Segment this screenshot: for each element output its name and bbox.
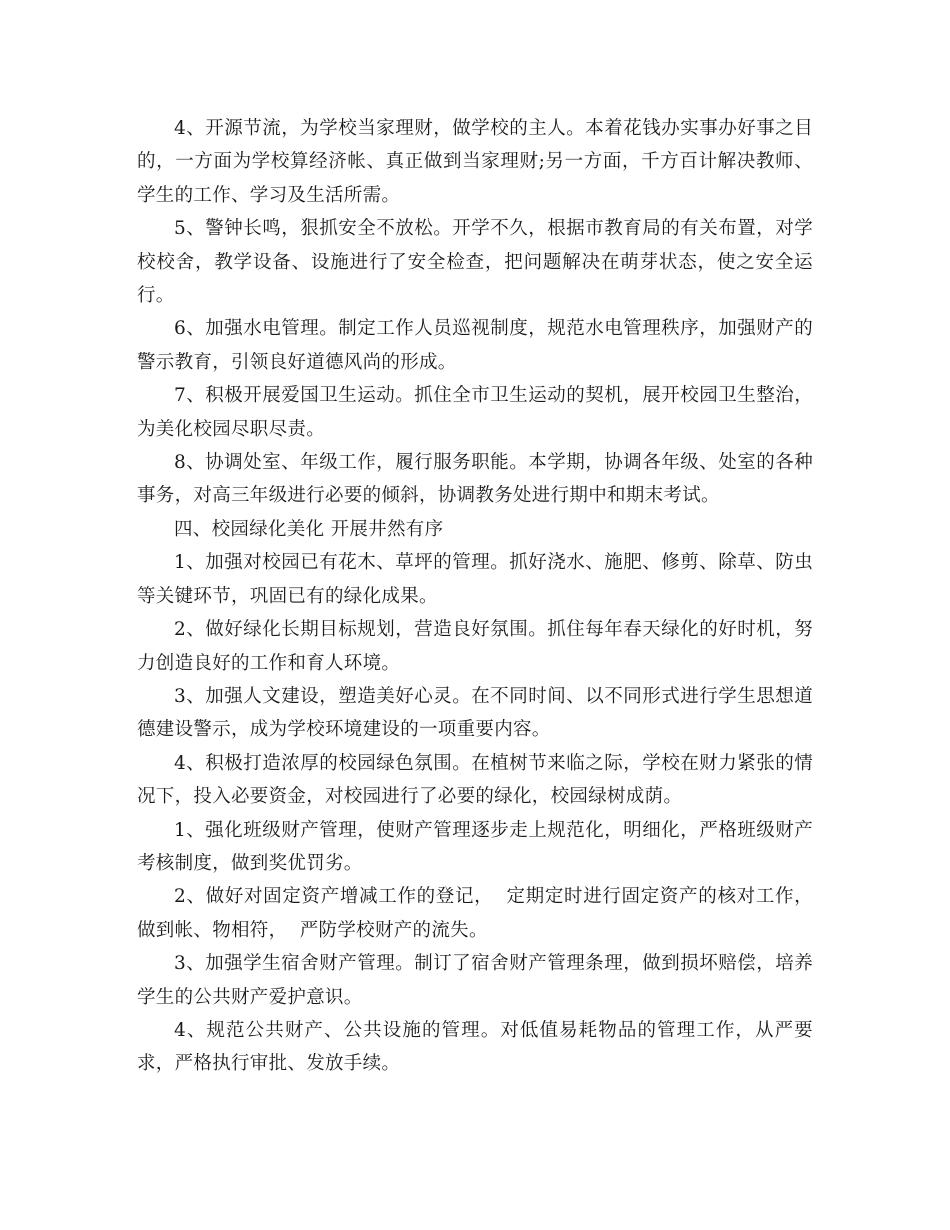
paragraph: 3、加强人文建设，塑造美好心灵。在不同时间、以不同形式进行学生思想道德建设警示，成为学校环境建设的一项重要内容。 bbox=[137, 685, 813, 741]
paragraph: 5、警钟长鸣，狠抓安全不放松。开学不久，根据市教育局的有关布置，对学校校舍，教学设备、设施进行了安全检查，把问题解决在萌芽状态，使之安全运行。 bbox=[137, 218, 813, 307]
paragraph: 1、加强对校园已有花木、草坪的管理。抓好浇水、施肥、修剪、除草、防虫等关键环节，巩固已有的绿化成果。 bbox=[137, 552, 813, 607]
section-heading: 四、校园绿化美化 开展井然有序 bbox=[174, 518, 444, 540]
paragraph: 3、加强学生宿舍财产管理。制订了宿舍财产管理条理，做到损坏赔偿，培养学生的公共财产爱护意识。 bbox=[137, 953, 813, 1008]
paragraph: 6、加强水电管理。制定工作人员巡视制度，规范水电管理秩序，加强财产的警示教育，引领良好道德风尚的形成。 bbox=[137, 318, 813, 373]
paragraph: 1、强化班级财产管理，使财产管理逐步走上规范化，明细化，严格班级财产考核制度，做到奖优罚劣。 bbox=[137, 819, 813, 874]
paragraph: 4、规范公共财产、公共设施的管理。对低值易耗物品的管理工作，从严要求，严格执行审批、发放手续。 bbox=[137, 1019, 813, 1075]
paragraph: 4、积极打造浓厚的校园绿色氛围。在植树节来临之际，学校在财力紧张的情况下，投入必要资金，对校园进行了必要的绿化，校园绿树成荫。 bbox=[137, 752, 813, 808]
paragraph: 4、开源节流，为学校当家理财，做学校的主人。本着花钱办实事办好事之目的，一方面为学校算经济帐、真正做到当家理财;另一方面，千方百计解决教师、学生的工作、学习及生活所需。 bbox=[137, 118, 813, 206]
document-body bbox=[137, 112, 813, 1081]
paragraph: 7、积极开展爱国卫生运动。抓住全市卫生运动的契机，展开校园卫生整治，为美化校园尽职尽责。 bbox=[137, 385, 813, 440]
paragraph: 2、做好绿化长期目标规划，营造良好氛围。抓住每年春天绿化的好时机，努力创造良好的工作和育人环境。 bbox=[137, 619, 813, 674]
paragraph: 8、协调处室、年级工作，履行服务职能。本学期，协调各年级、处室的各种事务，对高三年级进行必要的倾斜，协调教务处进行期中和期末考试。 bbox=[137, 452, 813, 507]
paragraph: 2、做好对固定资产增减工作的登记， 定期定时进行固定资产的核对工作，做到帐、物相符， 严防学校财产的流失。 bbox=[137, 886, 813, 941]
